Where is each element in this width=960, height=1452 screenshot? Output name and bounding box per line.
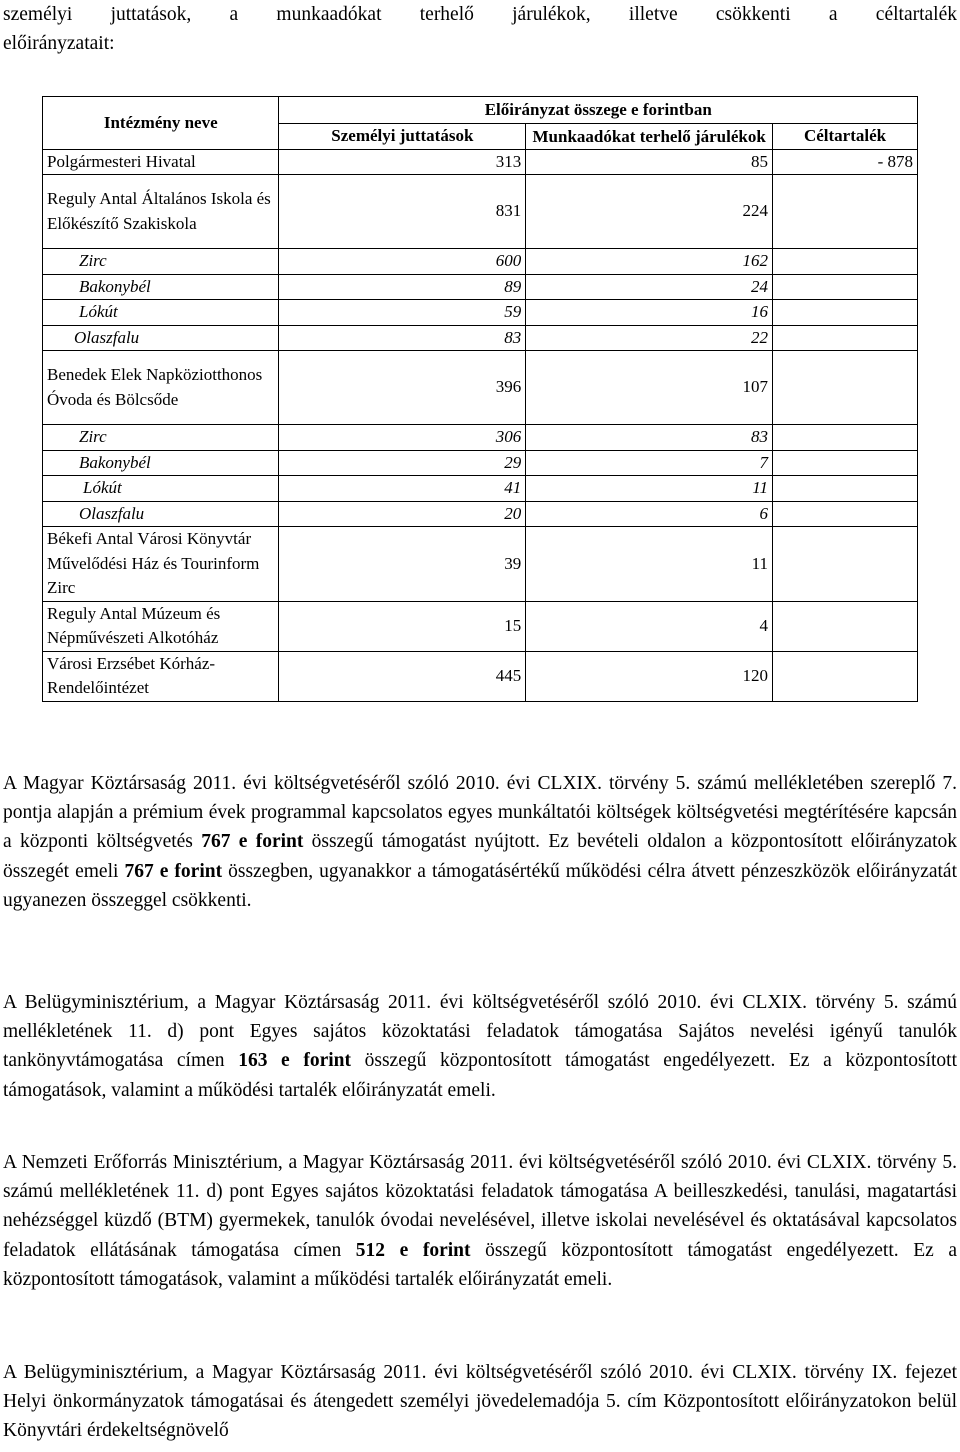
row-reserve [773, 651, 918, 701]
row-reserve [773, 527, 918, 602]
table-row [43, 601, 918, 651]
intro-text [3, 0, 957, 58]
row-name: Reguly Antal Általános Iskola és Előkészítő Szakiskola [43, 175, 279, 249]
table-row [43, 249, 918, 275]
table-row [43, 425, 918, 451]
row-employer: 120 [526, 651, 773, 701]
row-reserve [773, 175, 918, 249]
row-reserve [773, 274, 918, 300]
row-employer: 85 [526, 149, 773, 175]
paragraph-library-support [3, 1358, 957, 1446]
paragraph-premium-years [3, 769, 957, 915]
row-name: Olaszfalu [43, 501, 279, 527]
row-personal: 83 [279, 325, 526, 351]
row-personal: 313 [279, 149, 526, 175]
row-reserve [773, 601, 918, 651]
row-name: Reguly Antal Múzeum és Népművészeti Alkotóház [43, 601, 279, 651]
row-name: Zirc [43, 249, 279, 275]
header-institution: Intézmény neve [43, 97, 279, 150]
row-personal: 600 [279, 249, 526, 275]
row-reserve [773, 325, 918, 351]
header-employer: Munkaadókat terhelő járulékok [526, 124, 773, 150]
row-personal: 20 [279, 501, 526, 527]
row-personal: 39 [279, 527, 526, 602]
row-name: Lókút [43, 476, 279, 502]
p1-amount-1: 767 e forint [201, 831, 304, 853]
row-name: Benedek Elek Napköziotthonos Óvoda és Bölcsőde [43, 351, 279, 425]
row-employer: 24 [526, 274, 773, 300]
row-name: Olaszfalu [43, 325, 279, 351]
p2-text-a: A Belügyminisztérium, a Magyar Köztársaság 2011. évi költségvetéséről szóló 2010. évi CLXIX. törvény 5. számú mellékletének 11. d) pont Egyes sajátos közoktatási feladatok támogatása Sajátos nevelési igényű tanulók tankönyvtámogatása címen [3, 992, 957, 1072]
row-reserve: - 878 [773, 149, 918, 175]
p1-text-c: összegű támogatást nyújtott. Ez bevételi oldalon a központosított előirányzatok összegét emeli [3, 831, 957, 882]
table-row [43, 501, 918, 527]
row-reserve [773, 450, 918, 476]
row-employer: 83 [526, 425, 773, 451]
row-personal: 89 [279, 274, 526, 300]
p3-text-a: A Nemzeti Erőforrás Minisztérium, a Magyar Köztársaság 2011. évi költségvetéséről szóló 2010. évi CLXIX. törvény 5. számú mellékletének 11. d) pont Egyes sajátos közoktatási feladatok támogatása A beilleszkedési, tanulási, magatartási nehézséggel küzdő (BTM) gyermekek, tanulók óvodai nevelésével, illetve iskolai nevelésével és oktatásával kapcsolatos feladatok ellátásának támogatása címen [3, 1152, 957, 1261]
intro-line-1: személyi juttatások, a munkaadókat terhelő járulékok, illetve csökkenti a céltartalék [3, 4, 957, 25]
row-personal: 445 [279, 651, 526, 701]
paragraph-textbook-support [3, 988, 957, 1105]
header-reserve: Céltartalék [773, 124, 918, 150]
table-row [43, 175, 918, 249]
row-employer: 7 [526, 450, 773, 476]
table-row [43, 651, 918, 701]
row-personal: 59 [279, 300, 526, 326]
table-row [43, 149, 918, 175]
row-employer: 224 [526, 175, 773, 249]
row-employer: 162 [526, 249, 773, 275]
row-personal: 831 [279, 175, 526, 249]
table-row [43, 325, 918, 351]
table-row [43, 274, 918, 300]
table-header-row-1 [43, 97, 918, 124]
row-employer: 11 [526, 527, 773, 602]
header-group: Előirányzat összege e forintban [279, 97, 918, 124]
budget-table [42, 96, 918, 702]
row-reserve [773, 425, 918, 451]
table-row [43, 476, 918, 502]
table-row [43, 300, 918, 326]
p3-text-c: összegű központosított támogatást engedélyezett. Ez a központosított támogatások, valamint a működési tartalék előirányzatát emeli. [3, 1239, 957, 1290]
row-name: Bakonybél [43, 450, 279, 476]
row-personal: 306 [279, 425, 526, 451]
row-personal: 15 [279, 601, 526, 651]
row-employer: 16 [526, 300, 773, 326]
row-name: Zirc [43, 425, 279, 451]
table-row [43, 450, 918, 476]
row-employer: 11 [526, 476, 773, 502]
header-personal: Személyi juttatások [279, 124, 526, 150]
paragraph-btm-support [3, 1148, 957, 1294]
row-employer: 22 [526, 325, 773, 351]
table-row [43, 527, 918, 602]
p1-text-a: A Magyar Köztársaság 2011. évi költségvetéséről szóló 2010. évi CLXIX. törvény 5. számú mellékletében szereplő 7. pontja alapján a prémium évek programmal kapcsolatos egyes munkáltatói költségek költségvetési megtérítésére kapcsán a központi költségvetés [3, 773, 957, 853]
row-personal: 396 [279, 351, 526, 425]
row-reserve [773, 351, 918, 425]
row-name: Polgármesteri Hivatal [43, 149, 279, 175]
row-employer: 6 [526, 501, 773, 527]
row-name: Bakonybél [43, 274, 279, 300]
p2-text-c: összegű központosított támogatást engedélyezett. Ez a központosított támogatások, valamint a működési tartalék előirányzatát emeli. [3, 1050, 958, 1101]
row-reserve [773, 300, 918, 326]
table-row [43, 351, 918, 425]
p4-text-a: A Belügyminisztérium, a Magyar Köztársaság 2011. évi költségvetéséről szóló 2010. évi CLXIX. törvény IX. fejezet Helyi önkormányzatok támogatásai és átengedett személyi jövedelemadója 5. cím Központosított előirányzatokon belül Könyvtári érdekeltségnövelő [3, 1362, 957, 1442]
row-personal: 41 [279, 476, 526, 502]
p2-amount: 163 e forint [238, 1050, 351, 1072]
row-name: Békefi Antal Városi Könyvtár Művelődési Ház és Tourinform Zirc [43, 527, 279, 602]
p1-text-d: összegben, ugyanakkor a támogatásértékű működési célra átvett pénzeszközök előirányzatát ugyanezen összeggel csökkenti. [3, 860, 958, 911]
row-employer: 4 [526, 601, 773, 651]
row-name: Lókút [43, 300, 279, 326]
p3-amount: 512 e forint [355, 1239, 471, 1261]
row-name: Városi Erzsébet Kórház-Rendelőintézet [43, 651, 279, 701]
row-personal: 29 [279, 450, 526, 476]
intro-line-2: előirányzatait: [3, 33, 115, 54]
row-reserve [773, 501, 918, 527]
row-reserve [773, 476, 918, 502]
row-reserve [773, 249, 918, 275]
p1-amount-2: 767 e forint [124, 860, 223, 882]
row-employer: 107 [526, 351, 773, 425]
